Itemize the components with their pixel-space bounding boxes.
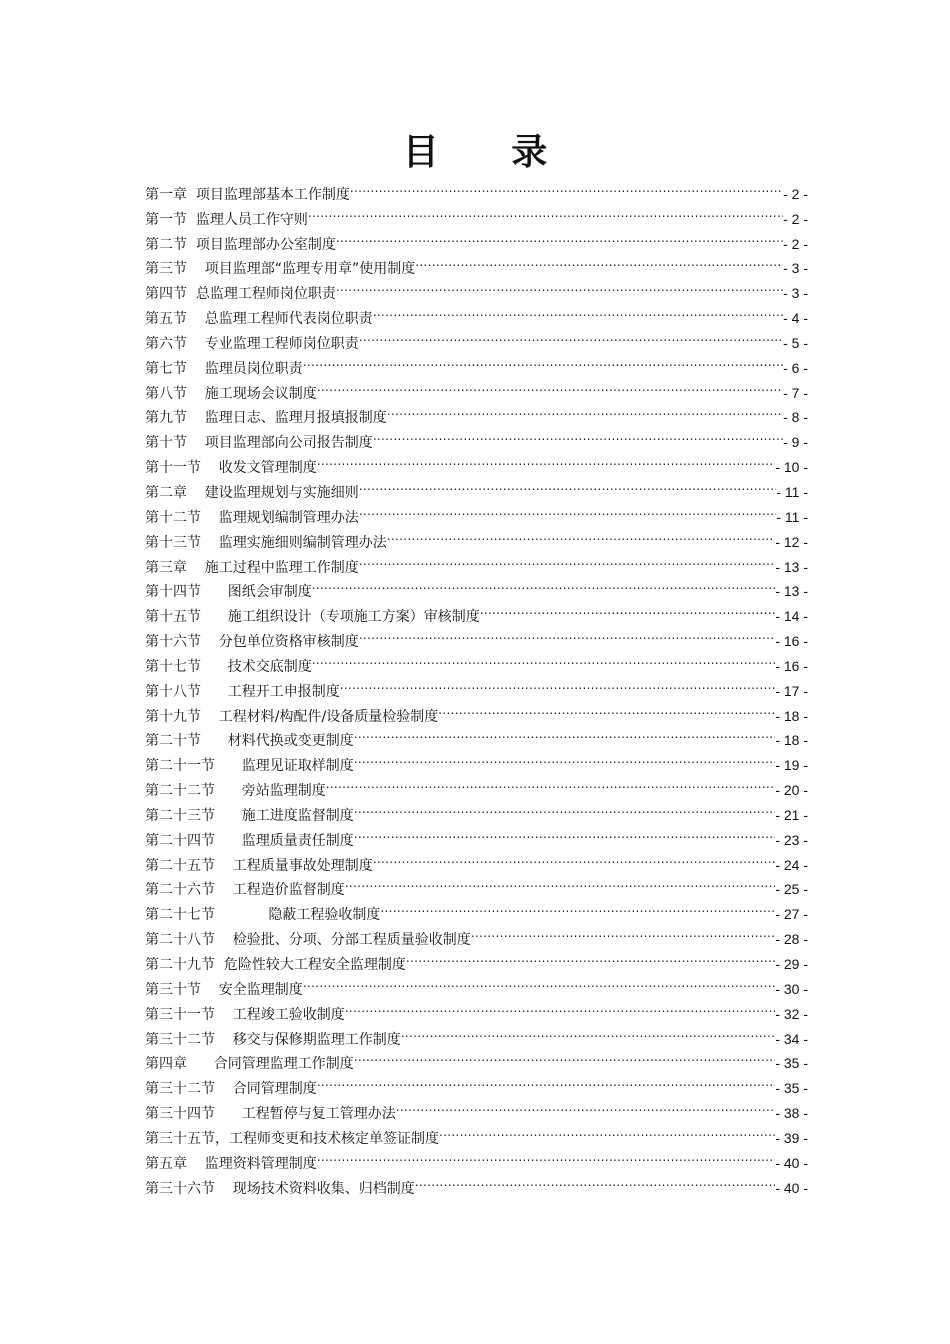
toc-entry-page-number: - 4 - (783, 310, 808, 327)
toc-entry-page-number: - 2 - (783, 210, 808, 227)
toc-entry-page-number: - 2 - (783, 185, 808, 202)
toc-dot-leader (438, 696, 775, 721)
toc-entry-page-number: - 10 - (775, 459, 808, 476)
toc-entry-page-number: - 27 - (775, 906, 808, 923)
toc-dot-leader (359, 547, 776, 572)
toc-entry-page-number: - 39 - (775, 1129, 808, 1146)
toc-dot-leader (415, 249, 783, 274)
toc-dot-leader (312, 572, 776, 597)
toc-entry-label[interactable]: 第十三节 监理实施细则编制管理办法 (145, 534, 387, 551)
toc-entry-page-number: - 3 - (783, 260, 808, 277)
toc-entry-page-number: - 16 - (775, 633, 808, 650)
toc-dot-leader (317, 373, 783, 398)
toc-entry-label[interactable]: 第十一节 收发文管理制度 (145, 460, 317, 477)
toc-dot-leader (359, 621, 776, 646)
toc-entry-label[interactable]: 第四章 合同管理监理工作制度 (145, 1056, 354, 1073)
toc-entry-page-number: - 21 - (775, 806, 808, 823)
toc-entry-label[interactable]: 第二十一节 监理见证取样制度 (145, 758, 354, 775)
toc-dot-leader (312, 646, 776, 671)
toc-entry-page-number: - 11 - (776, 508, 808, 525)
toc-entry-label[interactable]: 第五节 总监理工程师代表岗位职责 (145, 311, 373, 328)
toc-entry-label[interactable]: 第六节 专业监理工程师岗位职责 (145, 335, 359, 352)
toc-dot-leader (354, 1044, 776, 1069)
toc-dot-leader (480, 596, 776, 621)
toc-entry-label[interactable]: 第二章 建设监理规划与实施细则 (145, 484, 359, 501)
toc-entry-label[interactable]: 第五章 监理资料管理制度 (145, 1155, 317, 1172)
toc-entry-page-number: - 18 - (775, 732, 808, 749)
toc-dot-leader (336, 273, 783, 298)
toc-entry-label[interactable]: 第二十八节 检验批、分项、分部工程质量验收制度 (145, 932, 471, 949)
toc-entry-page-number: - 20 - (775, 782, 808, 799)
toc-entry-page-number: - 2 - (783, 235, 808, 252)
toc-entry-label[interactable]: 第八节 施工现场会议制度 (145, 385, 317, 402)
toc-entry-label[interactable]: 第三十五节，工程师变更和技术核定单签证制度 (145, 1130, 439, 1147)
toc-entry-page-number: - 35 - (775, 1080, 808, 1097)
toc-entry-page-number: - 28 - (775, 931, 808, 948)
toc-entry-page-number: - 9 - (783, 434, 808, 451)
toc-entry-label[interactable]: 第三十六节 现场技术资料收集、归档制度 (145, 1180, 415, 1197)
toc-entry-page-number: - 19 - (775, 757, 808, 774)
toc-entry-label[interactable]: 第二十四节 监理质量责任制度 (145, 832, 354, 849)
toc-entry-label[interactable]: 第三十二节 合同管理制度 (145, 1081, 317, 1098)
toc-dot-leader (439, 1118, 775, 1143)
toc-dot-leader (326, 770, 776, 795)
toc-entry-label[interactable]: 第一章 项目监理部基本工作制度 (145, 186, 350, 203)
toc-entry-page-number: - 3 - (783, 285, 808, 302)
toc-dot-leader (373, 298, 783, 323)
toc-dot-leader (317, 1068, 776, 1093)
toc-entry-label[interactable]: 第三节 项目监理部“监理专用章”使用制度 (145, 261, 416, 278)
toc-entry-label[interactable]: 第三十一节 工程竣工验收制度 (145, 1006, 345, 1023)
toc-dot-leader (354, 745, 776, 770)
toc-dot-leader (354, 721, 776, 746)
toc-entry-page-number: - 8 - (783, 409, 808, 426)
toc-dot-leader (345, 994, 776, 1019)
toc-dot-leader (373, 845, 776, 870)
toc-entry-page-number: - 5 - (783, 334, 808, 351)
toc-dot-leader (387, 522, 776, 547)
toc-dot-leader (387, 398, 783, 423)
toc-dot-leader (350, 174, 783, 199)
toc-entry-label[interactable]: 第二十六节 工程造价监督制度 (145, 882, 345, 899)
toc-entry-label[interactable]: 第七节 监理员岗位职责 (145, 360, 303, 377)
toc-entry-page-number: - 38 - (775, 1105, 808, 1122)
toc-dot-leader (359, 323, 783, 348)
toc-dot-leader (354, 795, 776, 820)
toc-dot-leader (354, 820, 776, 845)
toc-entry-page-number: - 40 - (775, 1154, 808, 1171)
toc-list (145, 174, 808, 1197)
toc-entry-label[interactable]: 第四节 总监理工程师岗位职责 (145, 286, 336, 303)
toc-entry[interactable] (145, 174, 808, 203)
toc-entry-label[interactable]: 第十七节 技术交底制度 (145, 658, 312, 675)
toc-entry-label[interactable]: 第一节 监理人员工作守则 (145, 211, 308, 228)
toc-entry-page-number: - 30 - (775, 980, 808, 997)
toc-entry-label[interactable]: 第十五节 施工组织设计（专项施工方案）审核制度 (145, 609, 480, 626)
toc-dot-leader (308, 199, 783, 224)
toc-dot-leader (380, 894, 775, 919)
toc-dot-leader (340, 671, 776, 696)
toc-dot-leader (303, 348, 783, 373)
toc-entry-label[interactable]: 第十四节 图纸会审制度 (145, 584, 312, 601)
toc-entry-page-number: - 24 - (775, 856, 808, 873)
toc-entry-label[interactable]: 第二十三节 施工进度监督制度 (145, 807, 354, 824)
toc-entry-page-number: - 25 - (775, 881, 808, 898)
toc-entry-label[interactable]: 第三十节 安全监理制度 (145, 981, 303, 998)
toc-entry-page-number: - 11 - (776, 483, 808, 500)
toc-entry-label[interactable]: 第二十九节 危险性较大工程安全监理制度 (145, 957, 406, 973)
toc-dot-leader (396, 1093, 776, 1118)
toc-title: 目 录 (402, 131, 578, 173)
toc-entry-label[interactable]: 第二十五节 工程质量事故处理制度 (145, 857, 373, 874)
toc-entry-page-number: - 23 - (775, 831, 808, 848)
toc-entry-page-number: - 18 - (775, 707, 808, 724)
toc-entry-page-number: - 40 - (775, 1179, 808, 1196)
toc-dot-leader (303, 969, 776, 994)
toc-entry-page-number: - 35 - (775, 1055, 808, 1072)
toc-entry-page-number: - 13 - (775, 583, 808, 600)
toc-entry-page-number: - 13 - (775, 558, 808, 575)
toc-entry-label[interactable]: 第十八节 工程开工申报制度 (145, 683, 340, 700)
toc-dot-leader (317, 1143, 776, 1168)
toc-entry-page-number: - 16 - (775, 657, 808, 674)
toc-dot-leader (317, 447, 776, 472)
toc-entry-label[interactable]: 第三十四节 工程暂停与复工管理办法 (145, 1106, 396, 1123)
toc-dot-leader (336, 224, 783, 249)
toc-dot-leader (345, 870, 776, 895)
toc-entry-label[interactable]: 第二十二节 旁站监理制度 (145, 783, 326, 800)
toc-entry-page-number: - 17 - (775, 682, 808, 699)
toc-entry-label[interactable]: 第三章 施工过程中监理工作制度 (145, 559, 359, 576)
toc-dot-leader (401, 1019, 776, 1044)
toc-entry-page-number: - 7 - (783, 384, 808, 401)
toc-entry-label[interactable]: 第二十七节 隐蔽工程验收制度 (145, 907, 381, 924)
toc-dot-leader (373, 422, 783, 447)
toc-entry-label[interactable]: 第二节 项目监理部办公室制度 (145, 236, 336, 253)
toc-dot-leader (415, 1168, 776, 1193)
toc-entry-page-number: - 32 - (775, 1005, 808, 1022)
toc-dot-leader (406, 944, 775, 969)
toc-entry-label[interactable]: 第三十二节 移交与保修期监理工作制度 (145, 1031, 401, 1048)
toc-entry-label[interactable]: 第十六节 分包单位资格审核制度 (145, 634, 359, 651)
toc-entry-label[interactable]: 第十九节 工程材料/构配件/设备质量检验制度 (145, 708, 439, 725)
toc-entry-label[interactable]: 第九节 监理日志、监理月报填报制度 (145, 410, 387, 427)
toc-entry-page-number: - 29 - (775, 956, 808, 972)
toc-entry-page-number: - 6 - (783, 359, 808, 376)
toc-dot-leader (359, 497, 777, 522)
toc-entry-page-number: - 34 - (775, 1030, 808, 1047)
toc-dot-leader (359, 472, 777, 497)
toc-entry-page-number: - 14 - (775, 608, 808, 625)
toc-dot-leader (471, 919, 776, 944)
toc-entry-label[interactable]: 第二十节 材料代换或变更制度 (145, 733, 354, 750)
toc-entry-page-number: - 12 - (775, 533, 808, 550)
toc-entry-label[interactable]: 第十节 项目监理部向公司报告制度 (145, 435, 373, 452)
toc-entry-label[interactable]: 第十二节 监理规划编制管理办法 (145, 509, 359, 526)
